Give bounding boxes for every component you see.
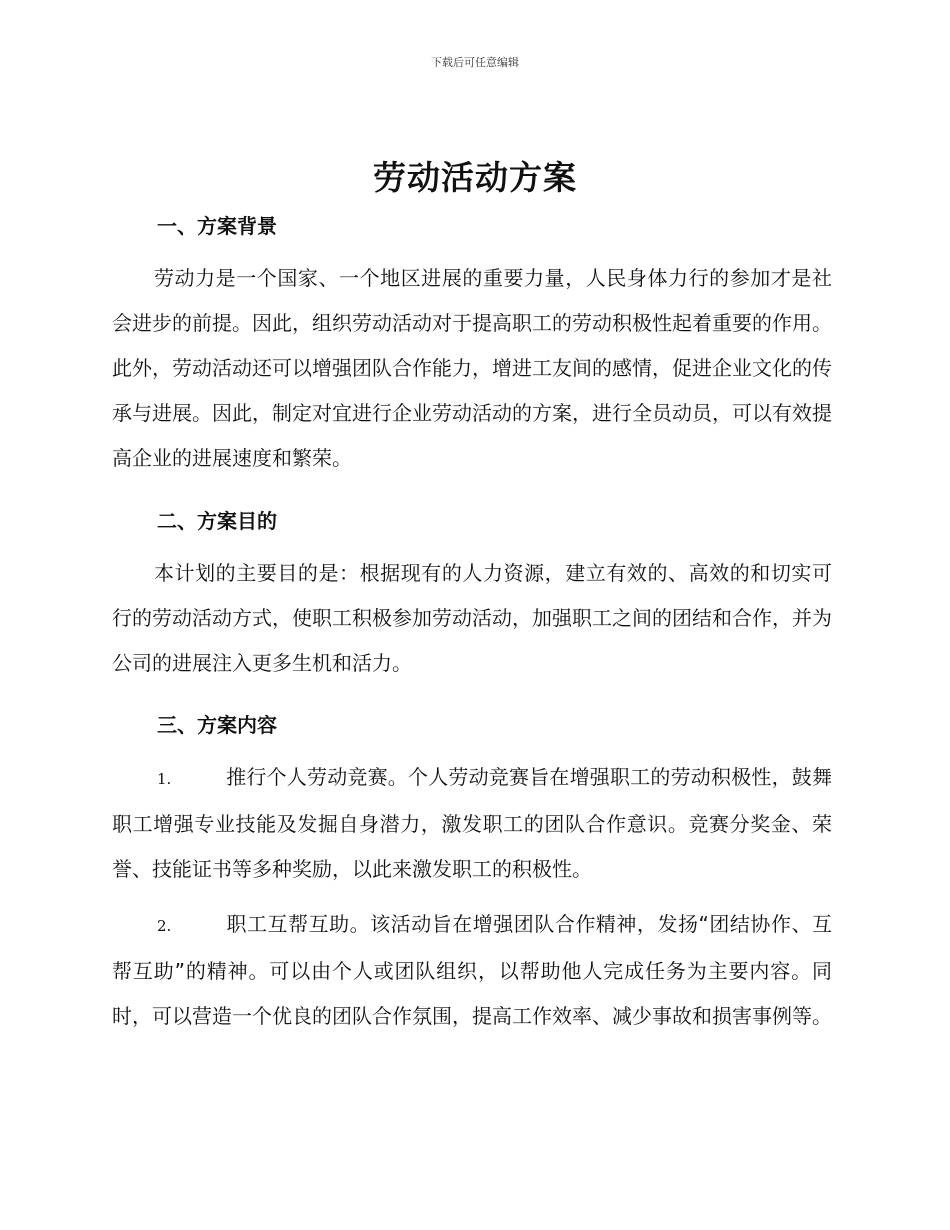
section-heading-background: 一、方案背景 — [157, 214, 277, 238]
list-item-text: 职工互帮互助。该活动旨在增强团队合作精神，发扬“团结协作、互帮互助”的精神。可以由个人或团队组织，以帮助他人完成任务为主要内容。同时，可以营造一个优良的团队合作氛围，提高工作效率、减少事故和损害事例等。 — [112, 912, 832, 1028]
section-paragraph-purpose: 本计划的主要目的是：根据现有的人力资源，建立有效的、高效的和切实可行的劳动活动方式，使职工积极参加劳动活动，加强职工之间的团结和合作，并为公司的进展注入更多生机和活力。 — [112, 561, 832, 675]
list-item-number: 2. — [157, 917, 172, 935]
list-item — [112, 755, 832, 892]
document-title: 劳动活动方案 — [373, 158, 577, 197]
list-item-text: 推行个人劳动竞赛。个人劳动竞赛旨在增强职工的劳动积极性，鼓舞职工增强专业技能及发掘自身潜力，激发职工的团队合作意识。竞赛分奖金、荣誉、技能证书等多种奖励，以此来激发职工的积极性。 — [112, 765, 832, 881]
section-heading-content: 三、方案内容 — [157, 713, 277, 737]
list-item-number: 1. — [157, 770, 172, 788]
section-heading-purpose: 二、方案目的 — [157, 509, 277, 533]
list-item — [112, 902, 832, 1039]
page-header-note: 下载后可任意编辑 — [431, 56, 519, 69]
section-paragraph-background: 劳动力是一个国家、一个地区进展的重要力量，人民身体力行的参加才是社会进步的前提。因此，组织劳动活动对于提高职工的劳动积极性起着重要的作用。此外，劳动活动还可以增强团队合作能力，增进工友间的感情，促进企业文化的传承与进展。因此，制定对宜进行企业劳动活动的方案，进行全员动员，可以有效提高企业的进展速度和繁荣。 — [112, 266, 832, 470]
